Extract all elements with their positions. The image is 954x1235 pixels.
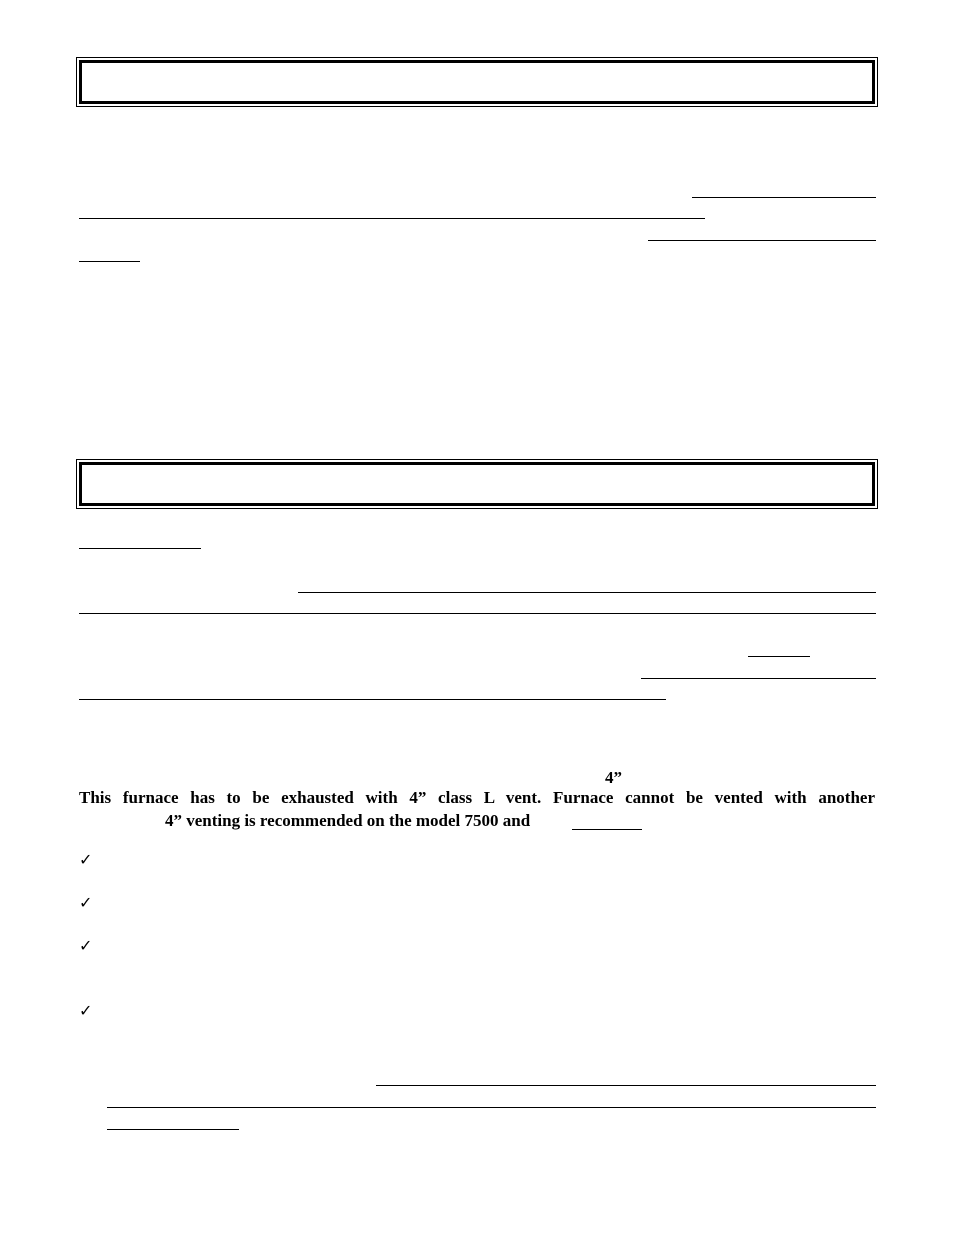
- venting-paragraph-line-1: This furnace has to be exhausted with 4” class L vent. Furnace cannot be vented with another: [79, 788, 875, 807]
- underline-rule: [107, 1129, 239, 1130]
- underline-rule: [376, 1085, 876, 1086]
- check-icon: ✓: [79, 893, 93, 912]
- underline-rule: [298, 592, 876, 593]
- underline-rule: [79, 261, 140, 262]
- vent-size-callout: 4”: [605, 768, 622, 787]
- underline-rule: [692, 197, 876, 198]
- venting-paragraph-line-2: 4” venting is recommended on the model 7500 and: [165, 811, 531, 830]
- section-header-box-2: [76, 459, 878, 509]
- underline-rule: [79, 548, 201, 549]
- underline-rule: [79, 699, 666, 700]
- underline-rule: [648, 240, 876, 241]
- underline-rule: [79, 613, 876, 614]
- underline-rule: [748, 656, 810, 657]
- check-icon: ✓: [79, 936, 93, 955]
- underline-rule: [572, 829, 642, 830]
- underline-rule: [79, 218, 705, 219]
- underline-rule: [641, 678, 876, 679]
- check-icon: ✓: [79, 850, 93, 869]
- check-icon: ✓: [79, 1001, 93, 1020]
- section-header-box-1: [76, 57, 878, 107]
- underline-rule: [107, 1107, 876, 1108]
